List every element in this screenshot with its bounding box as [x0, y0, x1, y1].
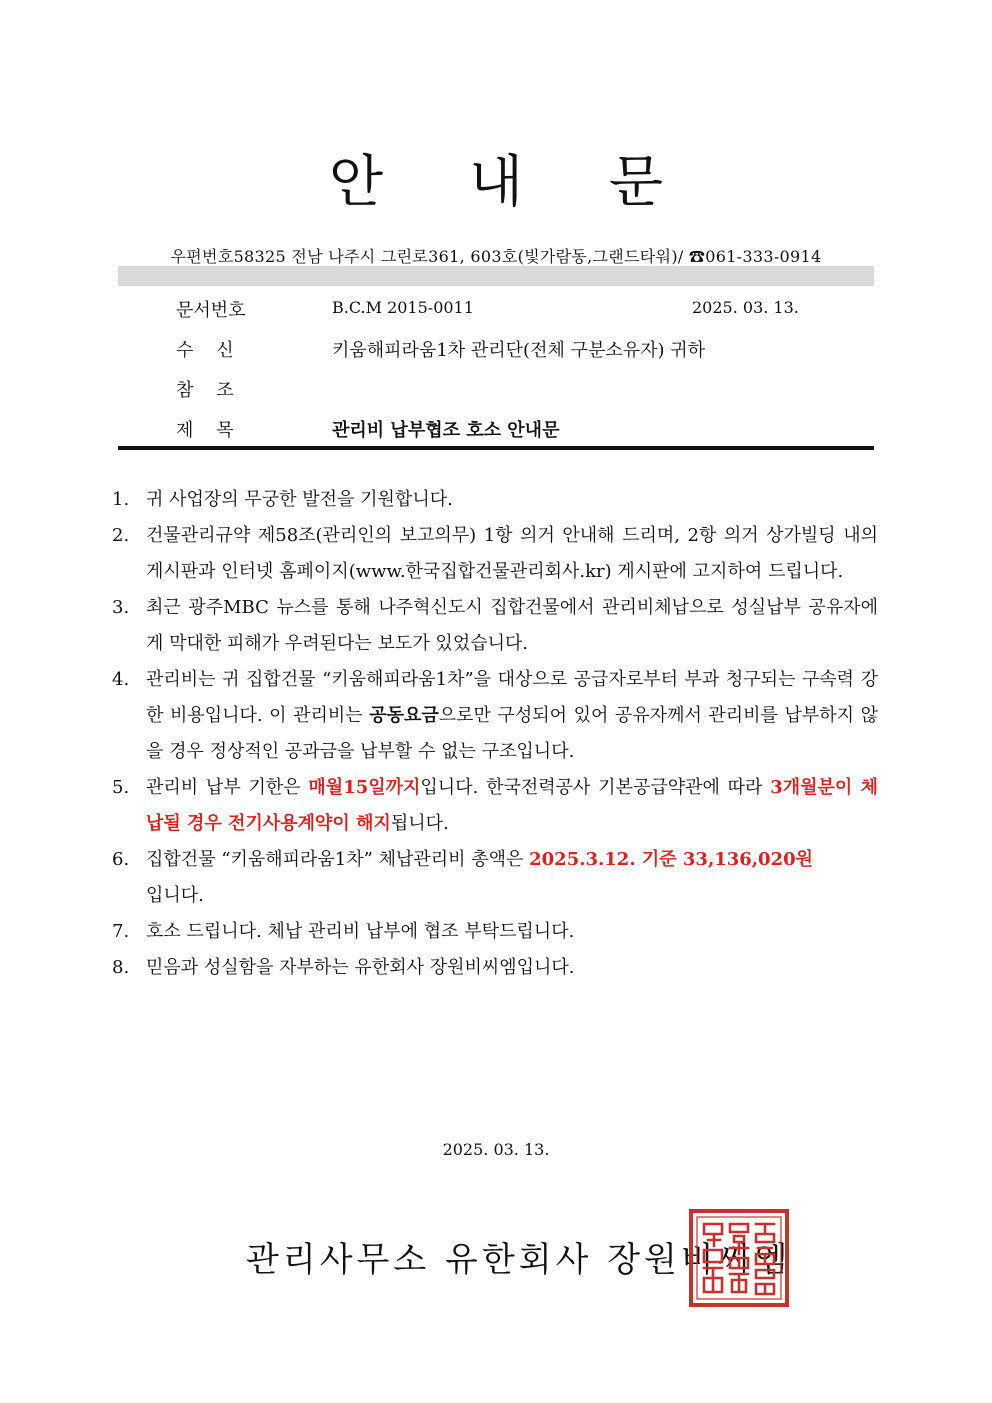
list-item: [112, 662, 878, 770]
item-number: 3.: [112, 597, 130, 618]
reference-label: 참 조: [176, 380, 234, 401]
list-item: [112, 518, 878, 590]
list-item: [112, 914, 878, 950]
item-text-end: 됩니다.: [390, 813, 449, 834]
item-number: 1.: [112, 489, 130, 510]
item-number: 6.: [112, 849, 130, 870]
item-text-cont: 으로만 구성되어 있어 공유자께서 관리비를 납부하지 않을 경우 정상적인 공과금을 납부할 수 없는 구조입니다.: [146, 705, 878, 762]
header-rule: [118, 446, 874, 450]
item-text: 호소 드립니다. 체납 관리비 납부에 협조 부탁드립니다.: [146, 921, 575, 942]
item-number: 5.: [112, 777, 130, 798]
notice-items: [112, 482, 878, 986]
company-seal-stamp: [688, 1208, 790, 1308]
list-item: [112, 842, 878, 914]
subject-value: 관리비 납부협조 호소 안내문: [332, 420, 560, 441]
item-text: 믿음과 성실함을 자부하는 유한회사 장원비씨엠입니다.: [146, 957, 575, 978]
signature-line: 관리사무소 유한회사 장원비씨엠: [246, 1240, 792, 1280]
list-item: [112, 590, 878, 662]
item-number: 7.: [112, 921, 130, 942]
sender-address: 우편번호58325 전남 나주시 그린로361, 603호(빛가람동,그랜드타워)/ ☎061-333-0914: [170, 247, 822, 266]
recipient-label: 수 신: [176, 340, 234, 361]
termination-warning: 3개월분이 체납될 경우 전기사용계약이 해지: [146, 777, 878, 834]
payment-deadline: 매월15일까지: [308, 777, 421, 798]
item-text-cont: 입니다.: [146, 885, 204, 906]
list-item: [112, 770, 878, 842]
item-number: 8.: [112, 957, 130, 978]
item-text-cont: 입니다. 한국전력공사 기본공급약관에 따라: [420, 777, 771, 798]
header-divider-bar: [118, 266, 874, 286]
list-item: [112, 950, 878, 986]
item-text: 관리비는 귀 집합건물 “키움해피라움1차”을 대상으로 공급자로부터 부과 청구되는 구속력 강한 비용입니다. 이 관리비는: [146, 669, 878, 726]
footer-date: 2025. 03. 13.: [442, 1140, 550, 1159]
item-text: 집합건물 “키움해피라움1차” 체납관리비 총액은: [146, 849, 530, 870]
item-text: 건물관리규약 제58조(관리인의 보고의무) 1항 의거 안내해 드리며, 2항 의거 상가빌딩 내의 게시판과 인터넷 홈페이지(www.한국집합건물관리회사.kr) 게시판에 고지하여 드립니다.: [146, 525, 878, 582]
document-title: 안 내 문: [329, 150, 697, 215]
common-charge-keyword: 공동요금: [369, 705, 439, 726]
doc-number: B.C.M 2015-0011: [332, 298, 474, 317]
item-text: 귀 사업장의 무궁한 발전을 기원합니다.: [146, 489, 453, 510]
item-text: 관리비 납부 기한은: [146, 777, 309, 798]
arrears-total: 2025.3.12. 기준 33,136,020원: [529, 849, 814, 870]
doc-number-label: 문서번호: [176, 300, 246, 321]
recipient-value: 키움해피라움1차 관리단(전체 구분소유자) 귀하: [332, 340, 706, 361]
list-item: [112, 482, 878, 518]
item-number: 2.: [112, 525, 130, 546]
subject-label: 제 목: [176, 420, 234, 441]
doc-date: 2025. 03. 13.: [692, 298, 799, 317]
item-text: 최근 광주MBC 뉴스를 통해 나주혁신도시 집합건물에서 관리비체납으로 성실납부 공유자에게 막대한 피해가 우려된다는 보도가 있었습니다.: [146, 597, 878, 654]
item-number: 4.: [112, 669, 130, 690]
